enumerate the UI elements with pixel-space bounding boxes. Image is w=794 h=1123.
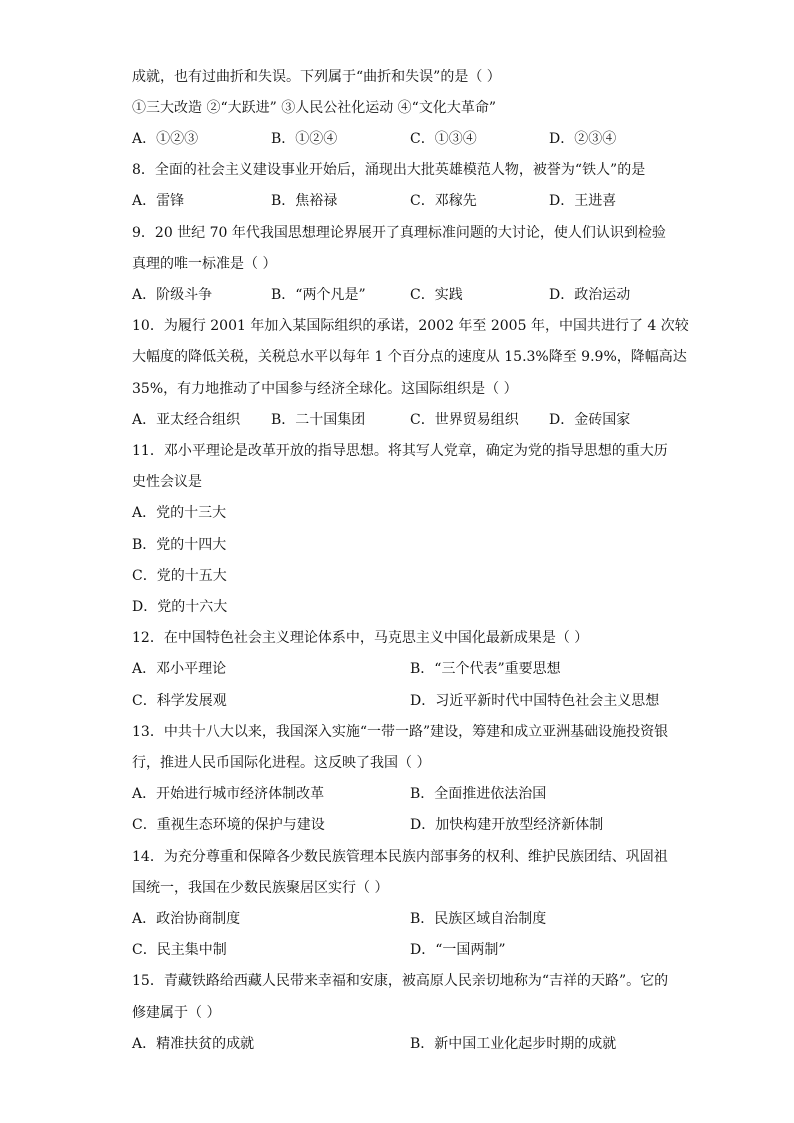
- q9-option-a[interactable]: A．阶级斗争: [132, 287, 213, 303]
- q10-stem-line1: 10．为履行 2001 年加入某国际组织的承诺，2002 年至 2005 年，中国共进行了 4 次较: [132, 318, 689, 334]
- q11-option-d[interactable]: D．党的十六大: [132, 599, 228, 615]
- q15-stem-line2: 修建属于（ ）: [132, 1005, 221, 1021]
- q10-option-c[interactable]: C．世界贸易组织: [410, 412, 519, 428]
- q13-option-a[interactable]: A．开始进行城市经济体制改革: [132, 786, 325, 802]
- q7-items: ①三大改造 ②“大跃进” ③人民公社化运动 ④“文化大革命”: [132, 100, 496, 116]
- q10-options: [132, 409, 664, 431]
- q8-option-a[interactable]: A．雷锋: [132, 193, 185, 209]
- q12-stem: 12．在中国特色社会主义理论体系中，马克思主义中国化最新成果是（ ）: [132, 630, 589, 646]
- q13-options-row2: [132, 814, 664, 836]
- q15-option-a[interactable]: A．精准扶贫的成就: [132, 1036, 255, 1052]
- q8-stem: 8．全面的社会主义建设事业开始后，涌现出大批英雄模范人物，被誉为“铁人”的是: [132, 162, 646, 178]
- q14-options-row1: [132, 908, 664, 930]
- q10-option-a[interactable]: A．亚太经合组织: [132, 412, 241, 428]
- q9-stem-line2: 真理的唯一标准是（ ）: [132, 256, 277, 272]
- q7-stem-cont: 成就，也有过曲折和失误。下列属于“曲折和失误”的是（ ）: [132, 69, 501, 85]
- q7-options: [132, 128, 664, 150]
- q13-stem-line2: 行，推进人民币国际化进程。这反映了我国（ ）: [132, 755, 431, 771]
- q10-option-d[interactable]: D．金砖国家: [549, 412, 631, 428]
- q9-option-c[interactable]: C．实践: [410, 287, 463, 303]
- q9-option-b[interactable]: B．“两个凡是”: [271, 287, 366, 303]
- q10-stem-line2: 大幅度的降低关税，关税总水平以每年 1 个百分点的速度从 15.3%降至 9.9%，降幅高达: [132, 349, 687, 365]
- q10-stem-line3: 35%，有力地推动了中国参与经济全球化。这国际组织是（ ）: [132, 381, 518, 397]
- q7-option-b[interactable]: B．①②④: [271, 131, 338, 147]
- q13-stem-line1: 13．中共十八大以来，我国深入实施“一带一路”建设，筹建和成立亚洲基础设施投资银: [132, 724, 669, 740]
- q7-option-d[interactable]: D．②③④: [549, 131, 617, 147]
- q8-option-c[interactable]: C．邓稼先: [410, 193, 477, 209]
- q12-options-row1: [132, 658, 664, 680]
- q9-stem-line1: 9．20 世纪 70 年代我国思想理论界展开了真理标准问题的大讨论，使人们认识到检验: [132, 225, 666, 241]
- q13-options-row1: [132, 783, 664, 805]
- q15-stem-line1: 15．青藏铁路给西藏人民带来幸福和安康，被高原人民亲切地称为“吉祥的天路”。它的: [132, 973, 669, 989]
- q12-option-c[interactable]: C．科学发展观: [132, 693, 227, 709]
- q12-option-b[interactable]: B．“三个代表”重要思想: [410, 661, 561, 677]
- q8-option-b[interactable]: B．焦裕禄: [271, 193, 338, 209]
- q14-options-row2: [132, 939, 664, 961]
- q15-options-row1: [132, 1033, 664, 1055]
- q14-option-c[interactable]: C．民主集中制: [132, 942, 227, 958]
- q8-option-d[interactable]: D．王进喜: [549, 193, 617, 209]
- q14-stem-line2: 国统一，我国在少数民族聚居区实行（ ）: [132, 880, 389, 896]
- q8-options: [132, 190, 664, 212]
- q12-options-row2: [132, 690, 664, 712]
- q9-option-d[interactable]: D．政治运动: [549, 287, 631, 303]
- q11-stem-line1: 11．邓小平理论是改革开放的指导思想。将其写人党章，确定为党的指导思想的重大历: [132, 443, 668, 459]
- q13-option-c[interactable]: C．重视生态环境的保护与建设: [132, 817, 325, 833]
- q11-option-c[interactable]: C．党的十五大: [132, 568, 227, 584]
- q7-option-c[interactable]: C．①③④: [410, 131, 477, 147]
- q11-option-a[interactable]: A．党的十三大: [132, 505, 227, 521]
- q11-option-b[interactable]: B．党的十四大: [132, 537, 227, 553]
- q11-stem-line2: 史性会议是: [132, 474, 202, 490]
- q14-stem-line1: 14．为充分尊重和保障各少数民族管理本民族内部事务的权利、维护民族团结、巩固祖: [132, 849, 668, 865]
- q13-option-b[interactable]: B．全面推进依法治国: [410, 786, 547, 802]
- q13-option-d[interactable]: D．加快构建开放型经济新体制: [410, 817, 604, 833]
- q14-option-b[interactable]: B．民族区域自治制度: [410, 911, 547, 927]
- q7-option-a[interactable]: A．①②③: [132, 131, 199, 147]
- q14-option-a[interactable]: A．政治协商制度: [132, 911, 241, 927]
- q14-option-d[interactable]: D．“一国两制”: [410, 942, 506, 958]
- q15-option-b[interactable]: B．新中国工业化起步时期的成就: [410, 1036, 617, 1052]
- q10-option-b[interactable]: B．二十国集团: [271, 412, 366, 428]
- q12-option-a[interactable]: A．邓小平理论: [132, 661, 227, 677]
- q12-option-d[interactable]: D．习近平新时代中国特色社会主义思想: [410, 693, 660, 709]
- q9-options: [132, 284, 664, 306]
